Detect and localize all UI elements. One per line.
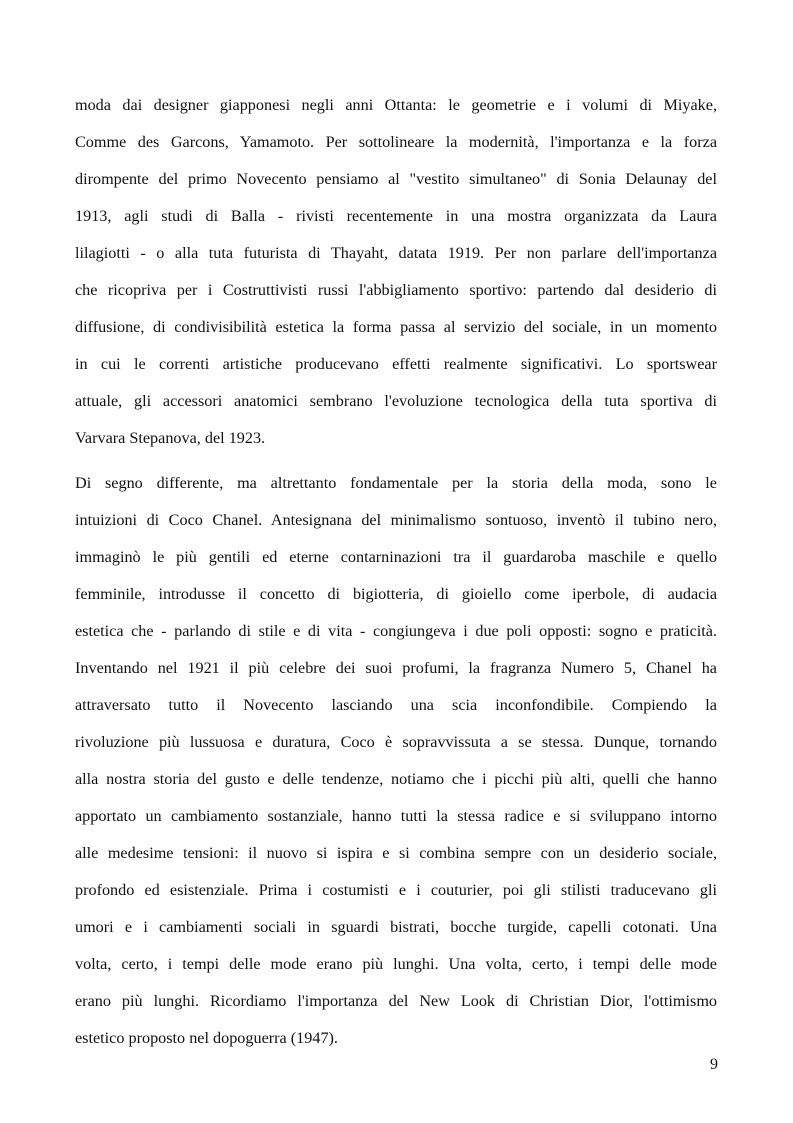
page-number: 9 [710, 1056, 718, 1073]
text-line: rivoluzione più lussuosa e duratura, Coco è sopravvissuta a se stessa. Dunque, tornando [75, 733, 717, 751]
text-line: Inventando nel 1921 il più celebre dei suoi profumi, la fragranza Numero 5, Chanel ha [75, 659, 717, 677]
text-line: immaginò le più gentili ed eterne contarninazioni tra il guardaroba maschile e quello [75, 548, 717, 566]
text-line: profondo ed esistenziale. Prima i costumisti e i couturier, poi gli stilisti traducevano gli [75, 881, 717, 899]
text-line: volta, certo, i tempi delle mode erano più lunghi. Una volta, certo, i tempi delle mode [75, 955, 717, 973]
text-line: Di segno differente, ma altrettanto fondamentale per la storia della moda, sono le [75, 474, 717, 492]
text-line: attraversato tutto il Novecento lasciando una scia inconfondibile. Compiendo la [75, 696, 717, 714]
text-line: attuale, gli accessori anatomici sembrano l'evoluzione tecnologica della tuta sportiva di [75, 392, 717, 410]
text-line: dirompente del primo Novecento pensiamo al "vestito simultaneo" di Sonia Delaunay del [75, 170, 717, 188]
text-line: in cui le correnti artistiche producevano effetti realmente significativi. Lo sportswear [75, 355, 717, 373]
text-line: estetica che - parlando di stile e di vita - congiungeva i due poli opposti: sogno e praticità. [75, 622, 717, 640]
text-line: Varvara Stepanova, del 1923. [75, 429, 266, 447]
text-line: alle medesime tensioni: il nuovo si ispira e si combina sempre con un desiderio sociale, [75, 844, 717, 862]
text-line: moda dai designer giapponesi negli anni Ottanta: le geometrie e i volumi di Miyake, [75, 96, 717, 114]
paragraph-2 [75, 465, 717, 1057]
text-line: diffusione, di condivisibilità estetica la forma passa al servizio del sociale, in un momento [75, 318, 717, 336]
document-body [75, 87, 717, 1057]
text-line: Comme des Garcons, Yamamoto. Per sottolineare la modernità, l'importanza e la forza [75, 133, 717, 151]
text-line: estetico proposto nel dopoguerra (1947). [75, 1029, 338, 1047]
paragraph-spacer [75, 457, 717, 465]
text-line: erano più lunghi. Ricordiamo l'importanza del New Look di Christian Dior, l'ottimismo [75, 992, 717, 1010]
paragraph-1 [75, 87, 717, 457]
text-line: femminile, introdusse il concetto di bigiotteria, di gioiello come iperbole, di audacia [75, 585, 717, 603]
text-line: apportato un cambiamento sostanziale, hanno tutti la stessa radice e si sviluppano intorno [75, 807, 717, 825]
text-line: 1913, agli studi di Balla - rivisti recentemente in una mostra organizzata da Laura [75, 207, 717, 225]
text-line: lilagiotti - o alla tuta futurista di Thayaht, datata 1919. Per non parlare dell'importanza [75, 244, 717, 262]
text-line: alla nostra storia del gusto e delle tendenze, notiamo che i picchi più alti, quelli che hanno [75, 770, 717, 788]
text-line: umori e i cambiamenti sociali in sguardi bistrati, bocche turgide, capelli cotonati. Una [75, 918, 717, 936]
text-line: intuizioni di Coco Chanel. Antesignana del minimalismo sontuoso, inventò il tubino nero, [75, 511, 717, 529]
text-line: che ricopriva per i Costruttivisti russi l'abbigliamento sportivo: partendo dal desiderio di [75, 281, 717, 299]
